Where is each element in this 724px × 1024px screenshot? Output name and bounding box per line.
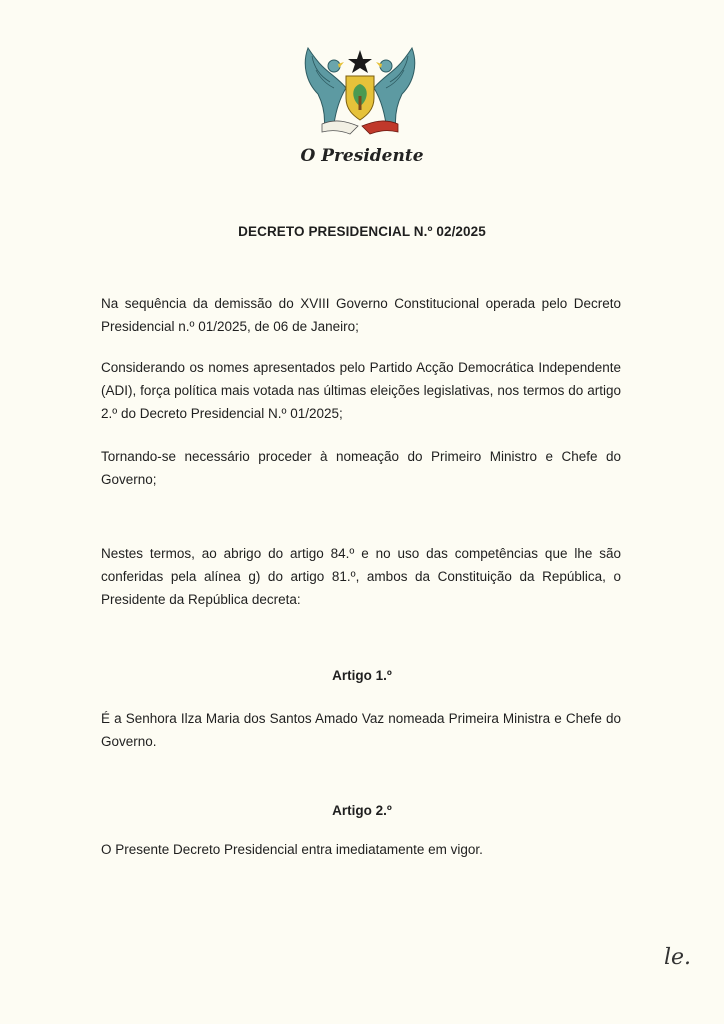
preamble-paragraph-2: Considerando os nomes apresentados pelo Partido Acção Democrática Independente (ADI), força política mais votada nas últimas eleições legislativas, nos termos do artigo 2.º do Decreto Presidencial N.º 01/2025; — [101, 360, 621, 421]
sao-tome-coat-of-arms-icon — [300, 40, 420, 136]
office-title: O Presidente — [300, 146, 424, 166]
enacting-clause: Nestes termos, ao abrigo do artigo 84.º e no uso das competências que lhe são conferidas pela alínea g) do artigo 81.º, ambos da Constituição da República, o Presidente da República decreta: — [101, 546, 621, 607]
article-2-text: O Presente Decreto Presidencial entra imediatamente em vigor. — [101, 842, 483, 857]
preamble-paragraph-1: Na sequência da demissão do XVIII Governo Constitucional operada pelo Decreto Presidencial n.º 01/2025, de 06 de Janeiro; — [101, 296, 621, 334]
article-1-heading: Artigo 1.º — [332, 668, 392, 683]
preamble-paragraph-3: Tornando-se necessário proceder à nomeação do Primeiro Ministro e Chefe do Governo; — [101, 449, 621, 487]
article-1-text: É a Senhora Ilza Maria dos Santos Amado Vaz nomeada Primeira Ministra e Chefe do Governo. — [101, 711, 621, 749]
decree-title: DECRETO PRESIDENCIAL N.º 02/2025 — [238, 224, 486, 239]
article-2-heading: Artigo 2.º — [332, 803, 392, 818]
handwritten-initial: le. — [664, 945, 692, 970]
